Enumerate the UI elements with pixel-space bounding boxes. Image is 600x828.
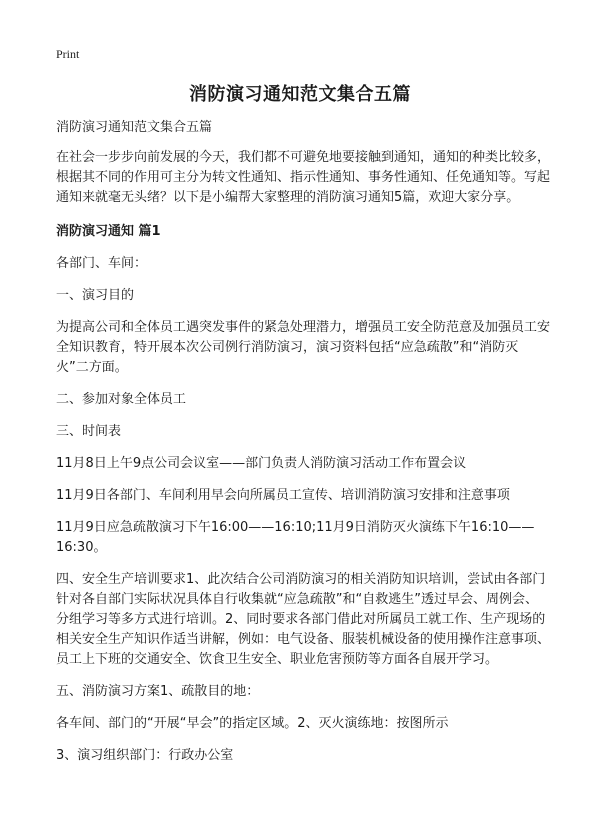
section-heading: 消防演习通知 篇1 bbox=[56, 224, 161, 239]
paragraph: 3、演习组织部门：行政办公室 bbox=[56, 748, 234, 763]
print-link[interactable]: Print bbox=[56, 47, 80, 61]
paragraph: 三、时间表 bbox=[56, 424, 122, 439]
paragraph: 四、安全生产培训要求1、此次结合公司消防演习的相关消防知识培训，尝试由各部门针对各自部门实际状况具体自行收集就“应急疏散”和“自救逃生”透过早会、周例会、分组学习等多方式进行培训。2、同时要求各部门借此对所属员工就工作、生产现场的相关安全生产知识作适当讲解，例如：电气设备、服装机械设备的使用操作注意事项、员工上下班的交通安全、饮食卫生安全、职业危害预防等方面各自展开学习。 bbox=[56, 572, 551, 667]
paragraph: 各车间、部门的“开展“早会”的指定区域。2、灭火演练地：按图所示 bbox=[56, 716, 449, 731]
paragraph: 为提高公司和全体员工遇突发事件的紧急处理潜力，增强员工安全防范意及加强员工安全知识教育，特开展本次公司例行消防演习，演习资料包括“应急疏散”和“消防灭火”二方面。 bbox=[56, 320, 551, 375]
paragraph: 五、消防演习方案1、疏散目的地： bbox=[56, 684, 260, 699]
paragraph: 11月8日上午9点公司会议室——部门负责人消防演习活动工作布置会议 bbox=[56, 456, 467, 471]
doc-subtitle: 消防演习通知范文集合五篇 bbox=[56, 120, 213, 135]
paragraph: 11月9日应急疏散演习下午16:00——16:10;11月9日消防灭火演练下午16:10——16:30。 bbox=[56, 520, 535, 555]
paragraph: 一、演习目的 bbox=[56, 288, 135, 303]
paragraph: 11月9日各部门、车间利用早会向所属员工宣传、培训消防演习安排和注意事项 bbox=[56, 488, 510, 503]
paragraph: 二、参加对象全体员工 bbox=[56, 392, 187, 407]
page-title: 消防演习通知范文集合五篇 bbox=[189, 84, 411, 105]
document-body bbox=[56, 118, 550, 778]
intro-paragraph: 在社会一步步向前发展的今天，我们都不可避免地要接触到通知，通知的种类比较多，根据其不同的作用可主分为转文性通知、指示性通知、事务性通知、任免通知等。写起通知来就毫无头绪？以下是小编帮大家整理的消防演习通知5篇，欢迎大家分享。 bbox=[56, 150, 551, 205]
paragraph: 各部门、车间： bbox=[56, 256, 148, 271]
